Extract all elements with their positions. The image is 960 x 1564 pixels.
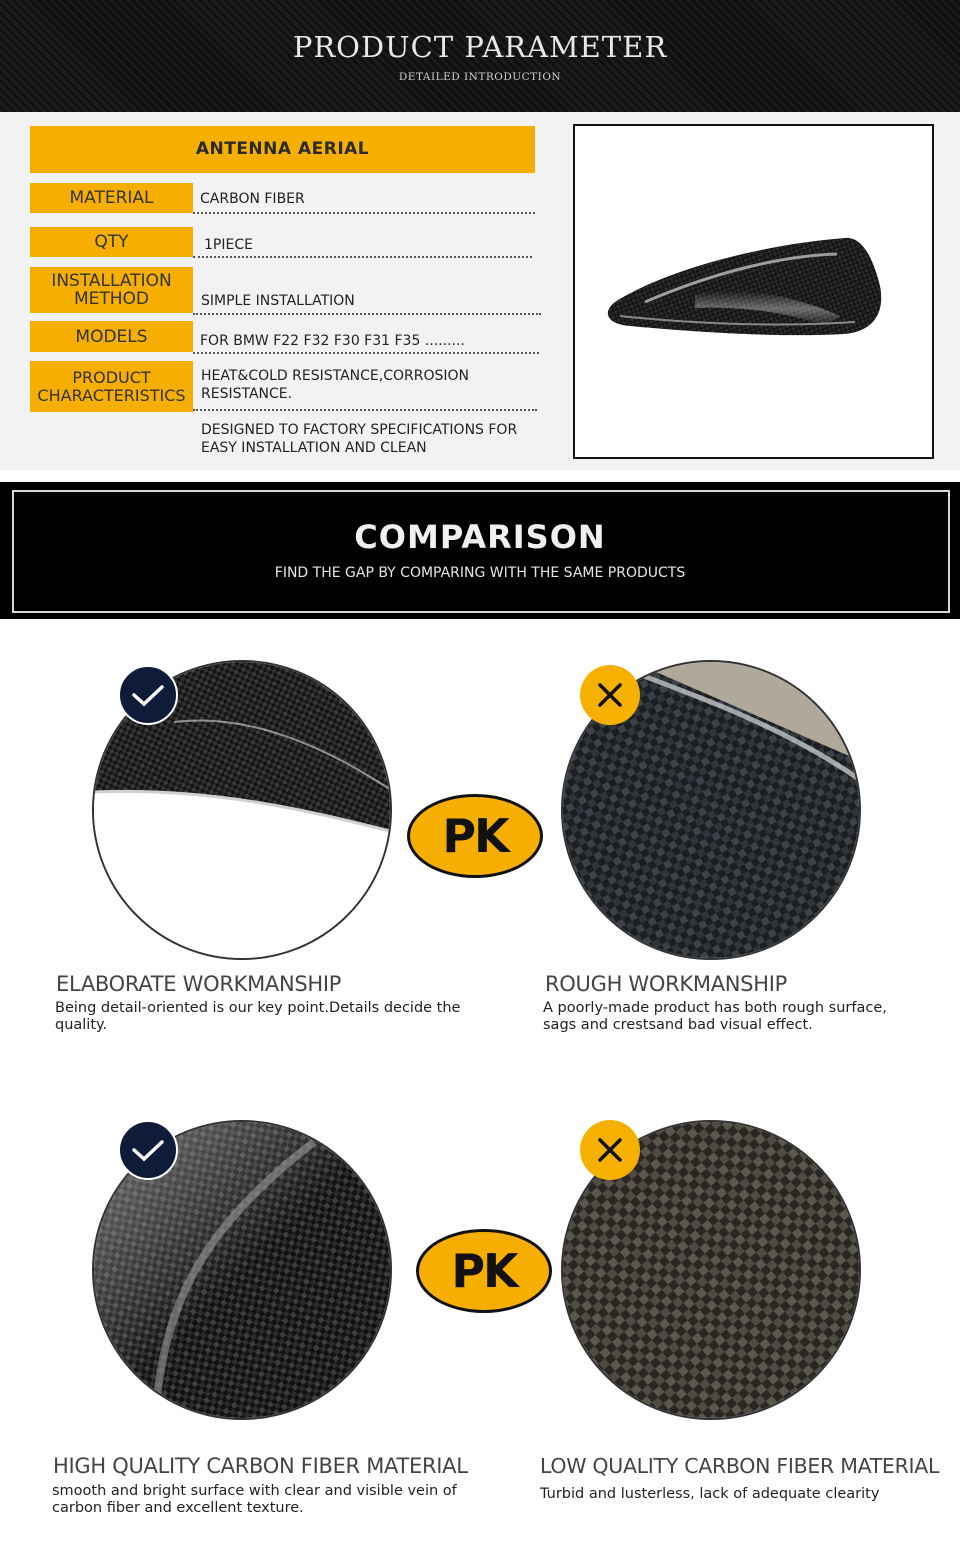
bad-badge: [580, 665, 640, 725]
param-value-qty: 1PIECE: [204, 237, 253, 253]
pk-versus-badge: PK: [416, 1229, 552, 1313]
divider: [193, 256, 532, 258]
good-caption-title: ELABORATE WORKMANSHIP: [56, 972, 342, 996]
param-value-installation: SIMPLE INSTALLATION: [201, 293, 355, 309]
cross-icon: [595, 680, 625, 710]
comparison-subtitle: FIND THE GAP BY COMPARING WITH THE SAME PRODUCTS: [274, 565, 686, 581]
param-label-material: MATERIAL: [30, 183, 193, 213]
param-value-material: CARBON FIBER: [200, 191, 305, 207]
good-caption-desc: smooth and bright surface with clear and visible vein of carbon fiber and excellent texture.: [52, 1483, 457, 1516]
param-value-models: FOR BMW F22 F32 F30 F31 F35 .........: [200, 333, 465, 349]
param-label-installation: INSTALLATION METHOD: [30, 267, 193, 313]
good-badge: [118, 1120, 178, 1180]
parameter-subtitle: DETAILED INTRODUCTION: [398, 71, 562, 83]
comparison-title: COMPARISON: [354, 518, 606, 556]
pk-versus-badge: PK: [407, 794, 543, 878]
bad-caption-title: LOW QUALITY CARBON FIBER MATERIAL: [540, 1454, 940, 1478]
param-label-qty: QTY: [30, 227, 193, 257]
bad-caption-desc: A poorly-made product has both rough surface, sags and crestsand bad visual effect.: [543, 1000, 887, 1033]
parameter-title: PRODUCT PARAMETER: [292, 30, 668, 64]
cross-icon: [595, 1135, 625, 1165]
good-caption-desc: Being detail-oriented is our key point.Details decide the quality.: [55, 1000, 461, 1033]
check-icon: [131, 1138, 165, 1162]
bad-caption-title: ROUGH WORKMANSHIP: [545, 972, 787, 996]
check-icon: [131, 683, 165, 707]
divider: [193, 313, 541, 315]
parameter-heading: ANTENNA AERIAL: [30, 126, 535, 173]
param-label-models: MODELS: [30, 321, 193, 352]
bad-caption-desc: Turbid and lusterless, lack of adequate clearity: [540, 1486, 880, 1502]
divider: [193, 212, 535, 214]
divider: [193, 409, 537, 411]
param-value-characteristics: HEAT&COLD RESISTANCE,CORROSION RESISTANCE.: [201, 368, 469, 402]
good-badge: [118, 665, 178, 725]
bad-badge: [580, 1120, 640, 1180]
param-label-characteristics: PRODUCT CHARACTERISTICS: [30, 361, 193, 412]
product-image: [573, 124, 934, 459]
shark-fin-antenna-image: [575, 126, 932, 457]
good-caption-title: HIGH QUALITY CARBON FIBER MATERIAL: [53, 1454, 468, 1478]
divider: [193, 352, 539, 354]
param-extra-note: DESIGNED TO FACTORY SPECIFICATIONS FOR EASY INSTALLATION AND CLEAN: [201, 422, 518, 456]
